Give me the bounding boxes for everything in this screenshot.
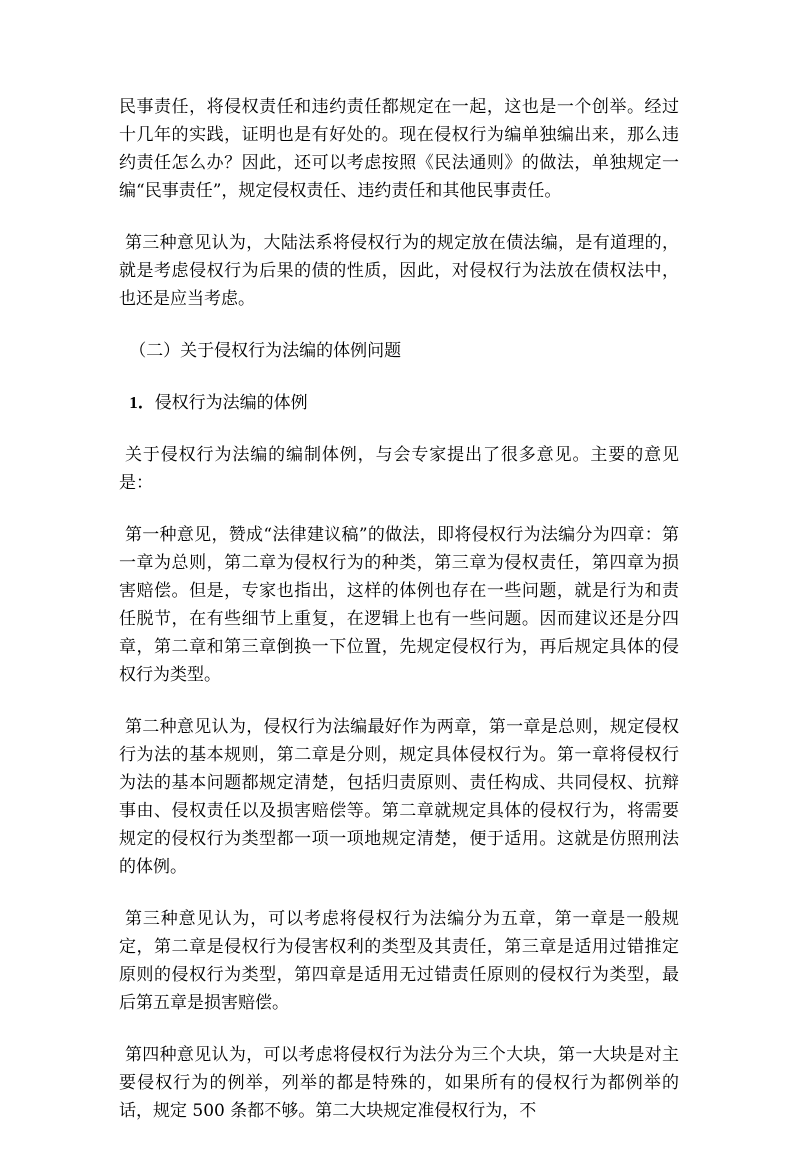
paragraph-third-opinion-five-chapters: 第三种意见认为，可以考虑将侵权行为法编分为五章，第一章是一般规定，第二章是侵权行为侵害权利的类型及其责任，第三章是适用过错推定原则的侵权行为类型，第四章是适用无过错责任原则的侵权行为类型，最后第五章是损害赔偿。: [119, 909, 679, 1013]
section-heading-tort-structure: （二）关于侵权行为法编的体例问题: [129, 341, 402, 361]
paragraph-expert-opinions-intro: 关于侵权行为法编的编制体例，与会专家提出了很多意见。主要的意见是：: [119, 445, 679, 493]
paragraph-third-opinion-debt-law: 第三种意见认为，大陆法系将侵权行为的规定放在债法编，是有道理的，就是考虑侵权行为后果的债的性质，因此，对侵权行为法放在债权法中，也还是应当考虑。: [119, 233, 679, 309]
paragraph-fourth-opinion: 第四种意见认为，可以考虑将侵权行为法分为三个大块，第一大块是对主要侵权行为的例举，列举的都是特殊的，如果所有的侵权行为都例举的话，规定 500 条都不够。第二大块规定准侵权行为，不: [119, 1045, 679, 1121]
paragraph-first-opinion: 第一种意见，赞成“法律建议稿”的做法，即将侵权行为法编分为四章：第一章为总则，第二章为侵权行为的种类，第三章为侵权责任，第四章为损害赔偿。但是，专家也指出，这样的体例也存在一些问题，就是行为和责任脱节，在有些细节上重复，在逻辑上也有一些问题。因而建议还是分四章，第二章和第三章倒换一下位置，先规定侵权行为，再后规定具体的侵权行为类型。: [119, 525, 679, 685]
document-body: [119, 93, 679, 1149]
subsection-number: 1．: [129, 393, 155, 412]
paragraph-second-opinion: 第二种意见认为，侵权行为法编最好作为两章，第一章是总则，规定侵权行为法的基本规则，第二章是分则，规定具体侵权行为。第一章将侵权行为法的基本问题都规定清楚，包括归责原则、责任构成、共同侵权、抗辩事由、侵权责任以及损害赔偿等。第二章就规定具体的侵权行为，将需要规定的侵权行为类型都一项一项地规定清楚，便于适用。这就是仿照刑法的体例。: [119, 717, 679, 877]
subsection-heading-tort-system: [119, 389, 679, 417]
subsection-title: 侵权行为法编的体例: [154, 393, 308, 413]
paragraph-civil-liability-continuation: 民事责任，将侵权责任和违约责任都规定在一起，这也是一个创举。经过十几年的实践，证明也是有好处的。现在侵权行为编单独编出来，那么违约责任怎么办？因此，还可以考虑按照《民法通则》的做法，单独规定一编“民事责任”，规定侵权责任、违约责任和其他民事责任。: [119, 97, 679, 201]
